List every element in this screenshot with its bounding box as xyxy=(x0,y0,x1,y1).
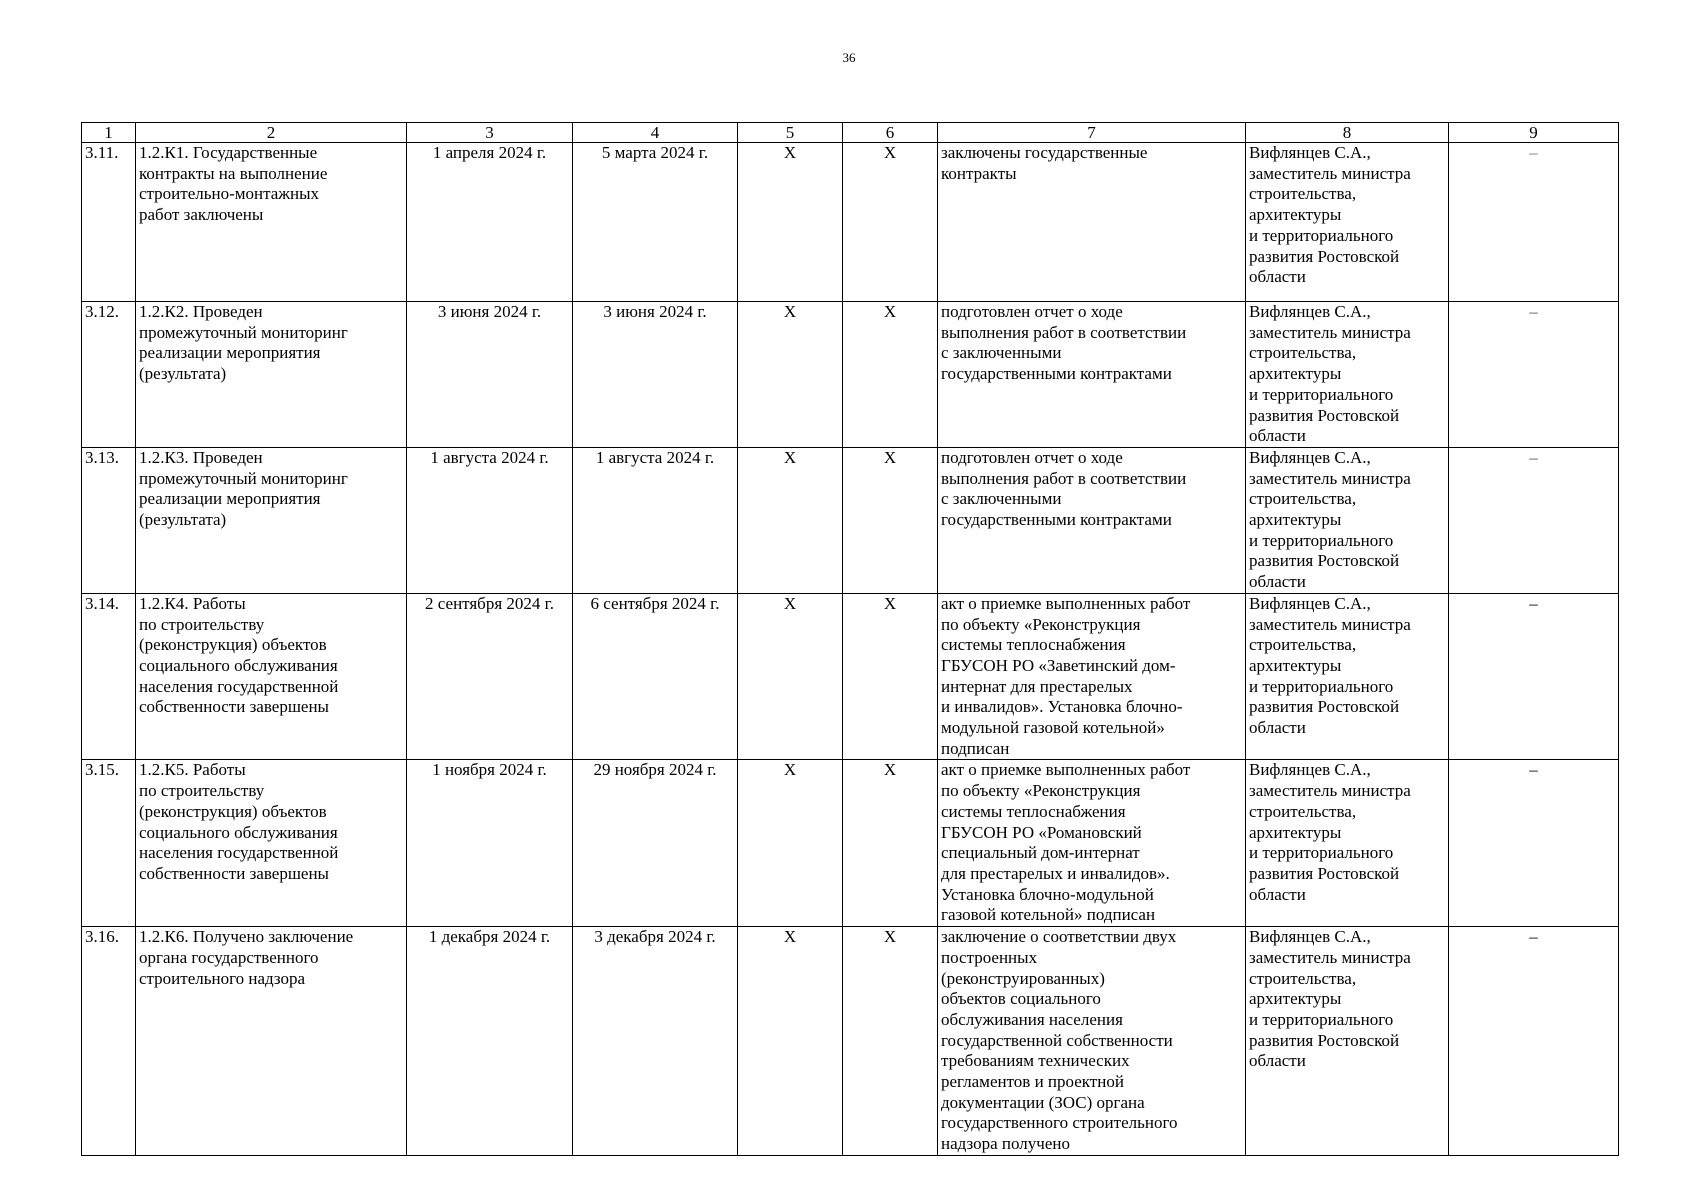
result-description: подготовлен отчет о ходе выполнения работ в соответствии с заключенными государственными контрактами xyxy=(938,447,1246,593)
end-date: 3 декабря 2024 г. xyxy=(573,927,738,1156)
row-number: 3.15. xyxy=(82,760,136,927)
header-cell: 5 xyxy=(738,123,843,143)
column-6-mark: X xyxy=(843,302,938,448)
end-date: 5 марта 2024 г. xyxy=(573,143,738,302)
responsible-person: Вифлянцев С.А., заместитель министра строительства, архитектуры и территориального развития Ростовской области xyxy=(1246,927,1449,1156)
table-header-row xyxy=(82,123,1619,143)
result-description: акт о приемке выполненных работ по объекту «Реконструкция системы теплоснабжения ГБУСОН РО «Заветинский дом- интернат для престарелых и инвалидов». Установка блочно- модульной газовой котельной» подписан xyxy=(938,593,1246,760)
responsible-person: Вифлянцев С.А., заместитель министра строительства, архитектуры и территориального развития Ростовской области xyxy=(1246,143,1449,302)
row-number: 3.14. xyxy=(82,593,136,760)
result-description: заключены государственные контракты xyxy=(938,143,1246,302)
row-number: 3.13. xyxy=(82,447,136,593)
end-date: 29 ноября 2024 г. xyxy=(573,760,738,927)
header-cell: 7 xyxy=(938,123,1246,143)
row-number: 3.16. xyxy=(82,927,136,1156)
event-name: 1.2.К2. Проведен промежуточный мониторинг реализации мероприятия (результата) xyxy=(136,302,407,448)
column-6-mark: X xyxy=(843,760,938,927)
column-9-value: – xyxy=(1449,447,1619,593)
column-9-value: – xyxy=(1449,927,1619,1156)
column-9-value: – xyxy=(1449,760,1619,927)
header-cell: 9 xyxy=(1449,123,1619,143)
column-5-mark: X xyxy=(738,447,843,593)
start-date: 3 июня 2024 г. xyxy=(407,302,573,448)
table-row xyxy=(82,143,1619,302)
schedule-table xyxy=(81,122,1619,1156)
header-cell: 4 xyxy=(573,123,738,143)
event-name: 1.2.К1. Государственные контракты на выполнение строительно-монтажных работ заключены xyxy=(136,143,407,302)
header-cell: 6 xyxy=(843,123,938,143)
row-number: 3.12. xyxy=(82,302,136,448)
table-row xyxy=(82,593,1619,760)
column-5-mark: X xyxy=(738,302,843,448)
column-9-value: – xyxy=(1449,302,1619,448)
table-row xyxy=(82,447,1619,593)
column-6-mark: X xyxy=(843,927,938,1156)
start-date: 1 декабря 2024 г. xyxy=(407,927,573,1156)
responsible-person: Вифлянцев С.А., заместитель министра строительства, архитектуры и территориального развития Ростовской области xyxy=(1246,302,1449,448)
column-6-mark: X xyxy=(843,447,938,593)
start-date: 1 августа 2024 г. xyxy=(407,447,573,593)
event-name: 1.2.К3. Проведен промежуточный мониторинг реализации мероприятия (результата) xyxy=(136,447,407,593)
responsible-person: Вифлянцев С.А., заместитель министра строительства, архитектуры и территориального развития Ростовской области xyxy=(1246,760,1449,927)
column-9-value: – xyxy=(1449,143,1619,302)
start-date: 2 сентября 2024 г. xyxy=(407,593,573,760)
table-row xyxy=(82,927,1619,1156)
event-name: 1.2.К6. Получено заключение органа государственного строительного надзора xyxy=(136,927,407,1156)
header-cell: 2 xyxy=(136,123,407,143)
responsible-person: Вифлянцев С.А., заместитель министра строительства, архитектуры и территориального развития Ростовской области xyxy=(1246,447,1449,593)
header-cell: 3 xyxy=(407,123,573,143)
result-description: акт о приемке выполненных работ по объекту «Реконструкция системы теплоснабжения ГБУСОН РО «Романовский специальный дом-интернат для престарелых и инвалидов». Установка блочно-модульной газовой котельной» подписан xyxy=(938,760,1246,927)
start-date: 1 апреля 2024 г. xyxy=(407,143,573,302)
column-5-mark: X xyxy=(738,143,843,302)
column-5-mark: X xyxy=(738,593,843,760)
responsible-person: Вифлянцев С.А., заместитель министра строительства, архитектуры и территориального развития Ростовской области xyxy=(1246,593,1449,760)
column-9-value: – xyxy=(1449,593,1619,760)
event-name: 1.2.К5. Работы по строительству (реконструкция) объектов социального обслуживания населения государственной собственности завершены xyxy=(136,760,407,927)
end-date: 1 августа 2024 г. xyxy=(573,447,738,593)
column-6-mark: X xyxy=(843,593,938,760)
column-6-mark: X xyxy=(843,143,938,302)
table-row xyxy=(82,302,1619,448)
column-5-mark: X xyxy=(738,760,843,927)
result-description: заключение о соответствии двух построенных (реконструированных) объектов социального обслуживания населения государственной собственности требованиям технических регламентов и проектной документации (ЗОС) органа государственного строительного надзора получено xyxy=(938,927,1246,1156)
header-cell: 1 xyxy=(82,123,136,143)
result-description: подготовлен отчет о ходе выполнения работ в соответствии с заключенными государственными контрактами xyxy=(938,302,1246,448)
table-row xyxy=(82,760,1619,927)
end-date: 6 сентября 2024 г. xyxy=(573,593,738,760)
page-number: 36 xyxy=(842,50,856,65)
event-name: 1.2.К4. Работы по строительству (реконструкция) объектов социального обслуживания населения государственной собственности завершены xyxy=(136,593,407,760)
header-cell: 8 xyxy=(1246,123,1449,143)
start-date: 1 ноября 2024 г. xyxy=(407,760,573,927)
row-number: 3.11. xyxy=(82,143,136,302)
end-date: 3 июня 2024 г. xyxy=(573,302,738,448)
column-5-mark: X xyxy=(738,927,843,1156)
